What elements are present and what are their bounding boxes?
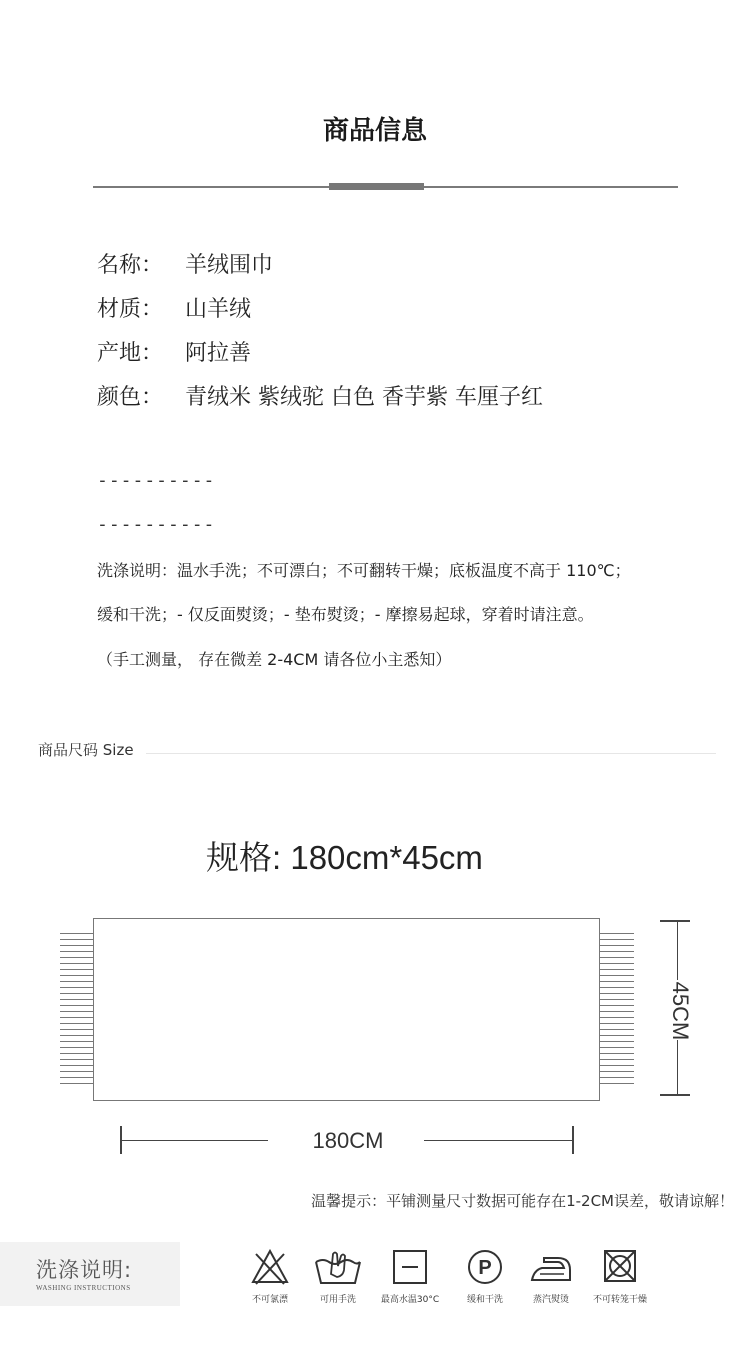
steam-iron-icon [528,1248,574,1286]
info-label: 产地： [97,341,164,366]
care-label: 可用手洗 [319,1295,356,1305]
care-label: 不可氯漂 [251,1295,288,1305]
width-dimension: 45CM [668,981,693,1041]
page-title: 商品信息 [322,116,427,146]
care-item-steam-iron [511,1248,591,1305]
size-section-line [146,753,716,754]
scarf-fringe-left [60,933,93,1088]
info-value: 山羊绒 [185,297,252,322]
washing-subtitle: WASHING INSTRUCTIONS [36,1284,131,1292]
info-row-origin [97,336,251,367]
separator-dashes: ---------- [97,514,216,535]
dry-clean-icon [466,1248,504,1286]
info-label: 名称： [97,253,164,278]
info-value: 阿拉善 [185,341,252,366]
dimension-tick-bottom [660,1094,690,1096]
dimension-line-left [122,1140,268,1141]
hand-wash-icon [313,1248,363,1286]
care-item-no-tumble-dry [580,1248,660,1305]
washing-title: 洗涤说明: [36,1258,133,1282]
care-note: 缓和干洗；- 仅反面熨烫；- 垫布熨烫；- 摩擦易起球，穿着时请注意。 [97,605,594,624]
size-spec: 规格: 180cm*45cm [206,839,483,876]
info-label: 颜色： [97,385,164,410]
measure-note: （手工测量， 存在微差 2-4CM 请各位小主悉知） [97,650,452,669]
scarf-fringe-right [600,933,634,1088]
separator-dashes: ---------- [97,470,216,491]
care-label: 不可转笼干燥 [592,1295,647,1305]
water-temp-icon [392,1248,428,1286]
info-row-material [97,292,251,323]
care-item-water-temp [370,1248,450,1305]
measurement-tip: 温馨提示：平铺测量尺寸数据可能存在1-2CM误差，敬请谅解！ [311,1192,734,1210]
info-row-color [97,380,543,411]
dimension-line-bottom [677,1040,678,1094]
info-value: 羊绒围巾 [185,253,274,278]
dimension-line-right [424,1140,572,1141]
title-divider-accent [329,183,424,190]
scarf-diagram [93,918,600,1101]
care-label: 最高水温30°C [380,1295,440,1305]
care-note: 洗涤说明：温水手洗；不可漂白；不可翻转干燥；底板温度不高于 110℃； [97,561,631,580]
info-label: 材质： [97,297,164,322]
care-label: 蒸汽熨烫 [532,1295,569,1305]
size-section-label: 商品尺码 Size [38,741,134,759]
dry-clean-symbol: P [478,1257,492,1279]
length-dimension: 180CM [312,1128,384,1153]
care-label: 缓和干洗 [466,1295,503,1305]
dimension-tick-top [660,920,690,922]
care-item-hand-wash [298,1248,378,1305]
info-value: 青绒米 紫绒驼 白色 香芋紫 车厘子红 [185,385,543,410]
no-tumble-dry-icon [602,1248,638,1286]
info-row-name [97,248,273,279]
no-bleach-icon [250,1248,290,1286]
dimension-tick-right [572,1126,574,1154]
